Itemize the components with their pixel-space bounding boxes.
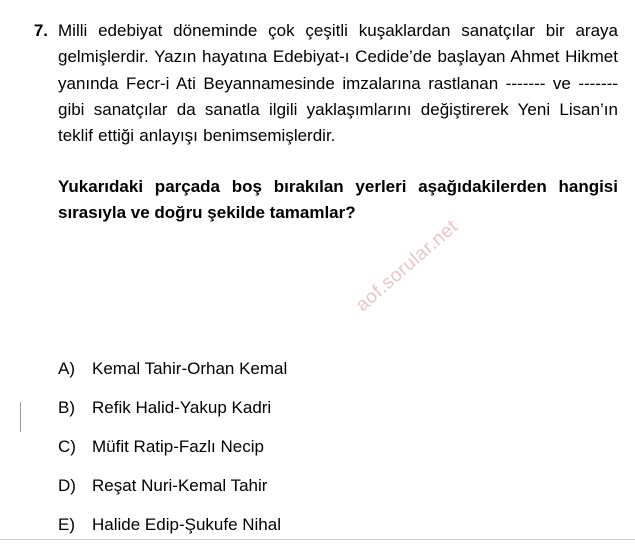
option-letter: C) [58, 437, 76, 457]
option-letter: D) [58, 476, 76, 496]
option-a[interactable] [58, 358, 598, 380]
question-block [22, 18, 618, 226]
option-b[interactable] [58, 397, 598, 419]
option-text: Refik Halid-Yakup Kadri [92, 398, 272, 418]
option-text: Müfit Ratip-Fazlı Necip [92, 437, 264, 457]
option-text: Kemal Tahir-Orhan Kemal [92, 359, 288, 378]
option-text: Reşat Nuri-Kemal Tahir [92, 476, 268, 496]
option-e[interactable] [58, 514, 598, 536]
option-letter: E) [58, 515, 75, 535]
side-divider [20, 402, 21, 432]
option-c[interactable] [58, 436, 598, 458]
option-letter: B) [58, 398, 75, 418]
question-text: Milli edebiyat döneminde çok çeşitli kuşaklardan sanatçılar bir araya gelmişlerdir. Yazın hayatına Edebiyat-ı Cedide’de başlayan Ahmet Hikmet yanında Fecr-i Ati Beyannamesinde imzalarına rastlanan ------- ve ------- gibi sanatçılar da sanatla ilgili yaklaşımlarını değiştirerek Yeni Lisan’ın teklif ettiği anlayışı benimsemişlerdir. [58, 21, 618, 146]
question-body [58, 18, 618, 226]
option-text: Halide Edip-Şukufe Nihal [92, 515, 281, 535]
question-prompt: Yukarıdaki parçada boş bırakılan yerleri aşağıdakilerden hangisi sırasıyla ve doğru şekilde tamamlar? [58, 176, 618, 223]
option-letter: A) [58, 359, 75, 378]
options-list [58, 358, 598, 553]
bottom-divider [0, 539, 635, 540]
question-number: 7. [33, 21, 48, 40]
option-d[interactable] [58, 475, 598, 497]
diagonal-watermark: aof.sorular.net [352, 216, 463, 316]
